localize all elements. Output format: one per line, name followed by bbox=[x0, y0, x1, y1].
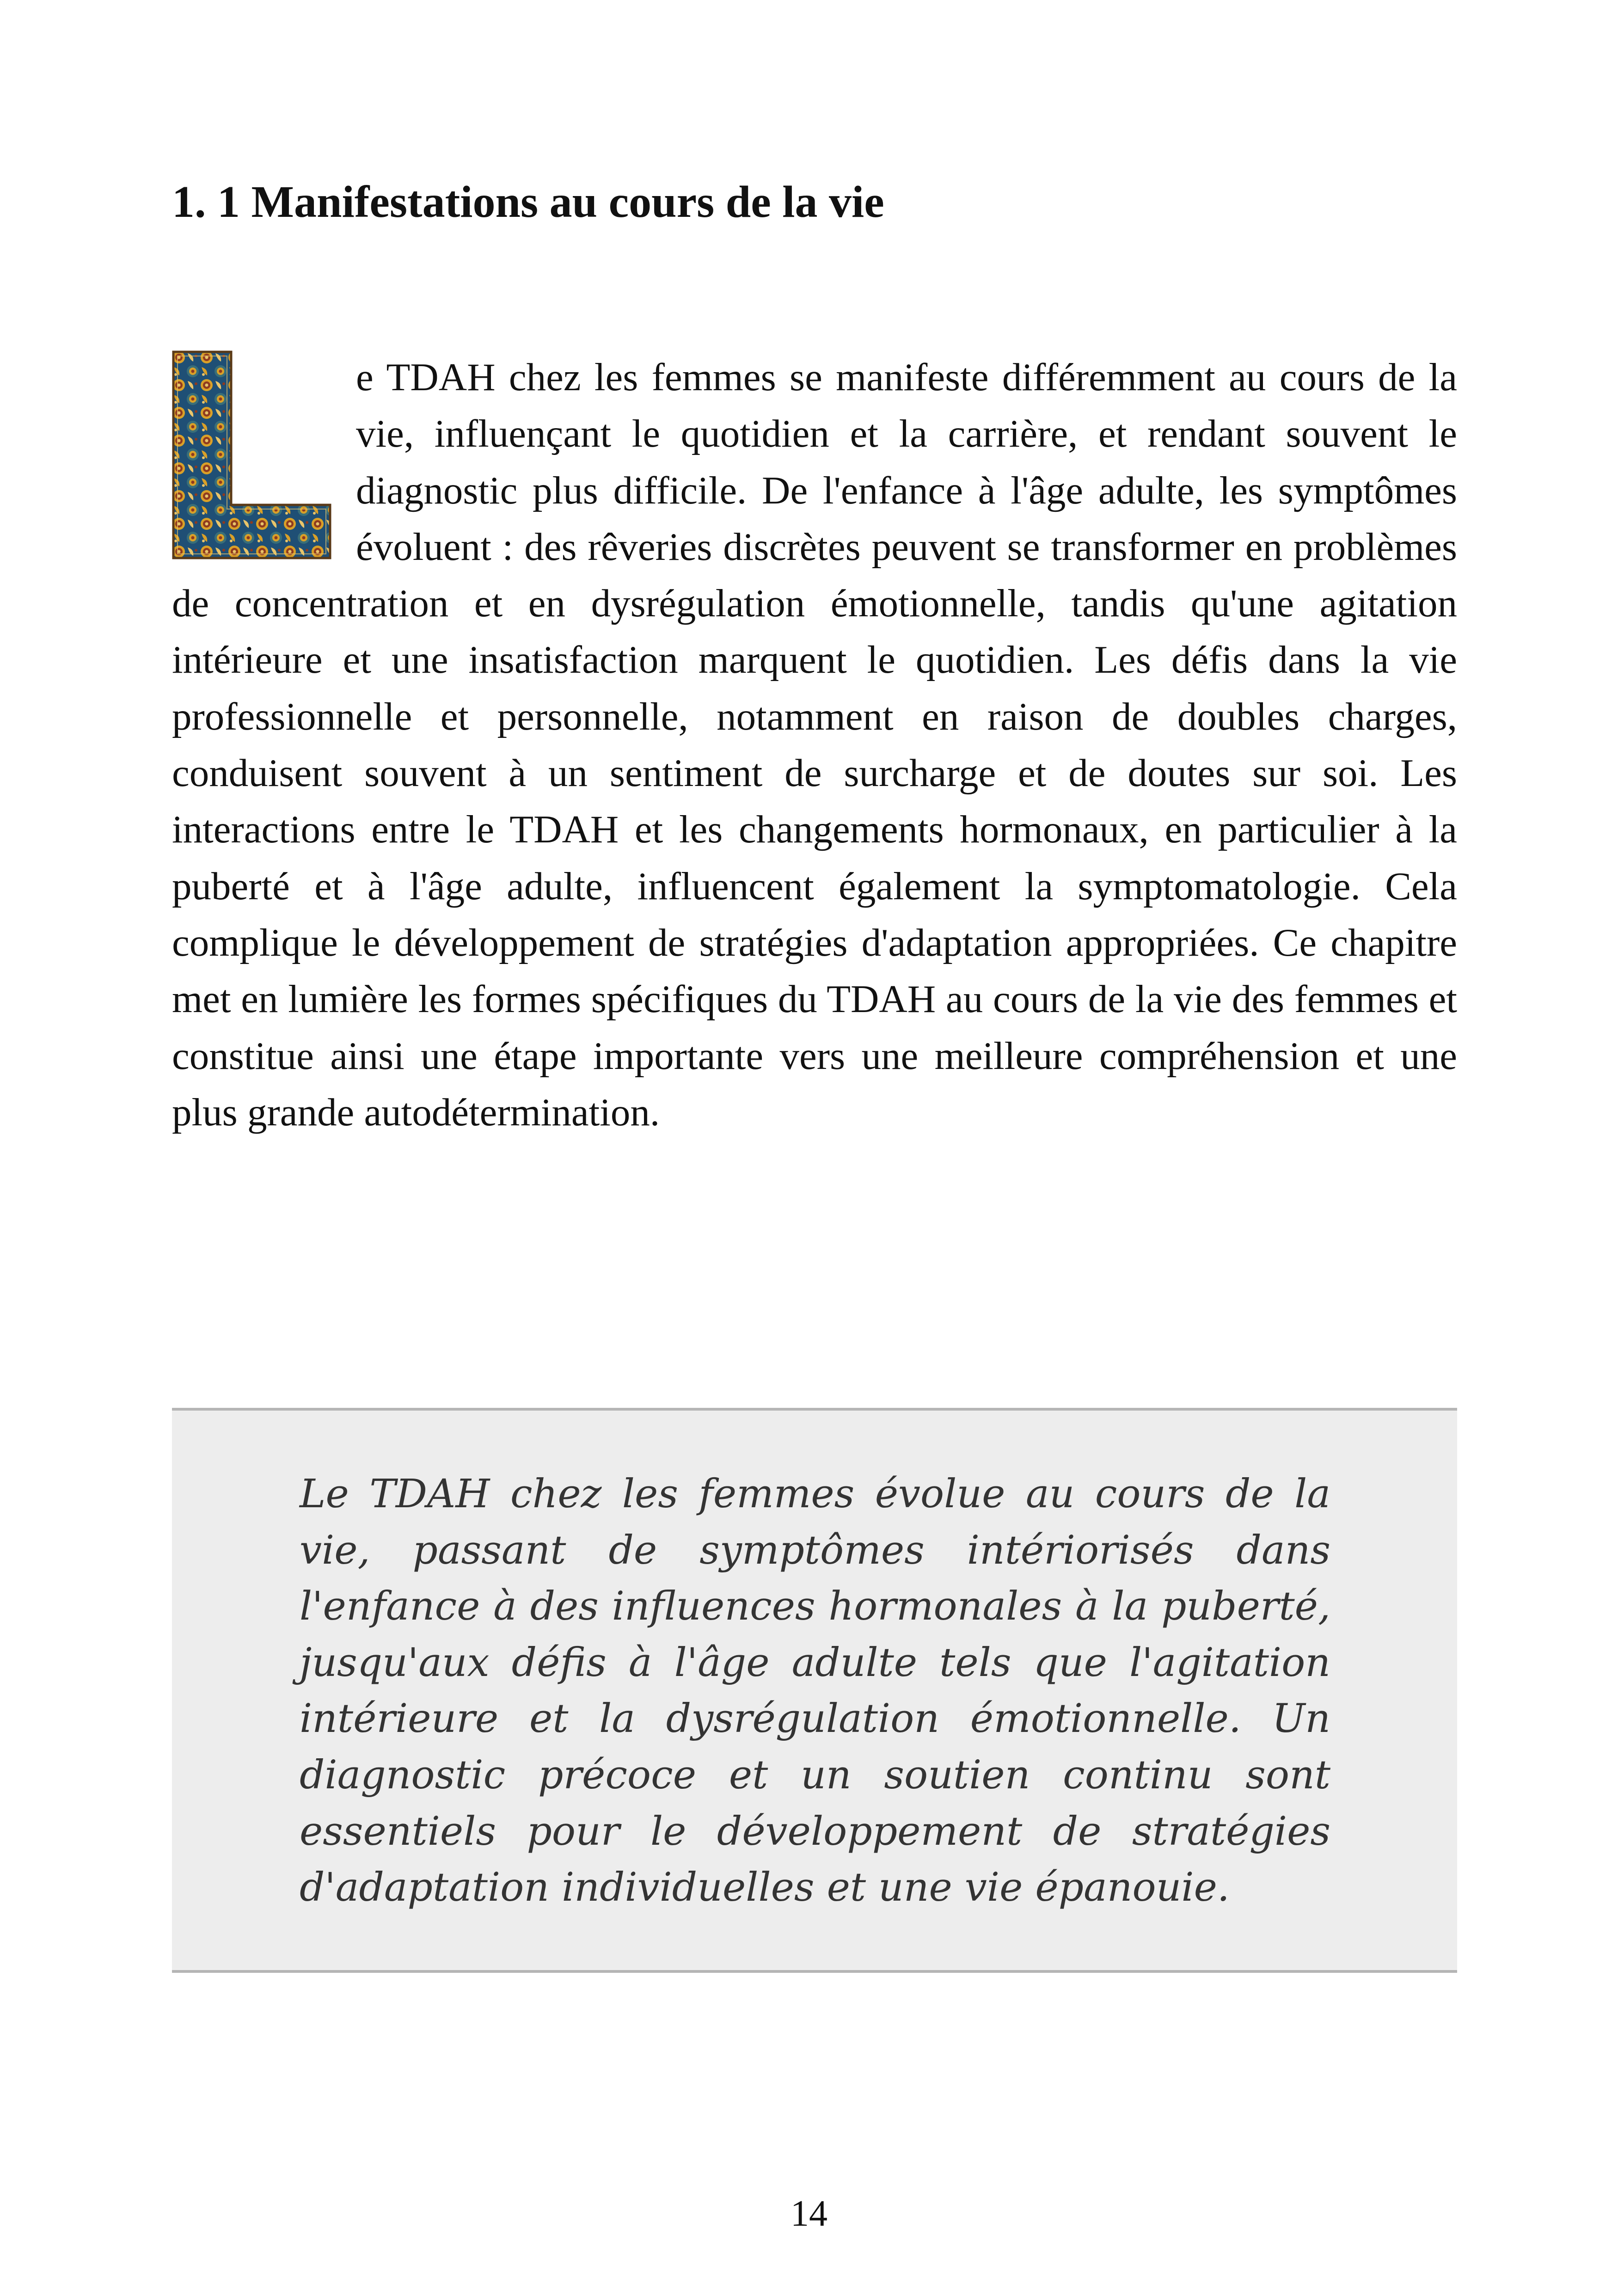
summary-callout-text: Le TDAH chez les femmes évolue au cours de la vie, passant de symptômes intériorisés dans l'enfance à des influences hormonales à la puberté, jusqu'aux défis à l'âge adulte tels que l'agitation intérieure et la dysrégulation émotionnelle. Un diagnostic précoce et un soutien continu sont essentiels pour le développement de stratégies d'adaptation individuelles et une vie épanouie. bbox=[300, 1471, 1330, 1911]
section-heading: 1. 1 Manifestations au cours de la vie bbox=[172, 177, 884, 227]
summary-callout-box bbox=[172, 1408, 1457, 1973]
page-number: 14 bbox=[791, 2193, 827, 2234]
body-paragraph-text: e TDAH chez les femmes se manifeste différemment au cours de la vie, influençant le quotidien et la carrière, et rendant souvent le diagnostic plus difficile. De l'enfance à l'âge adulte, les symptômes évoluent : des rêveries discrètes peuvent se transformer en problèmes de concentration et en dysrégulation émotionnelle, tandis qu'une agitation intérieure et une insatisfaction marquent le quotidien. Les défis dans la vie professionnelle et personnelle, notamment en raison de doubles charges, conduisent souvent à un sentiment de surcharge et de doutes sur soi. Les interactions entre le TDAH et les changements hormonaux, en particulier à la puberté et à l'âge adulte, influencent également la symptomatologie. Cela complique le développement de stratégies d'adaptation appropriées. Ce chapitre met en lumière les formes spécifiques du TDAH au cours de la vie des femmes et constitue ainsi une étape importante vers une meilleure compréhension et une plus grande autodétermination. bbox=[172, 356, 1457, 1134]
dropcap-spacer bbox=[172, 349, 356, 570]
body-paragraph bbox=[172, 349, 1457, 1141]
